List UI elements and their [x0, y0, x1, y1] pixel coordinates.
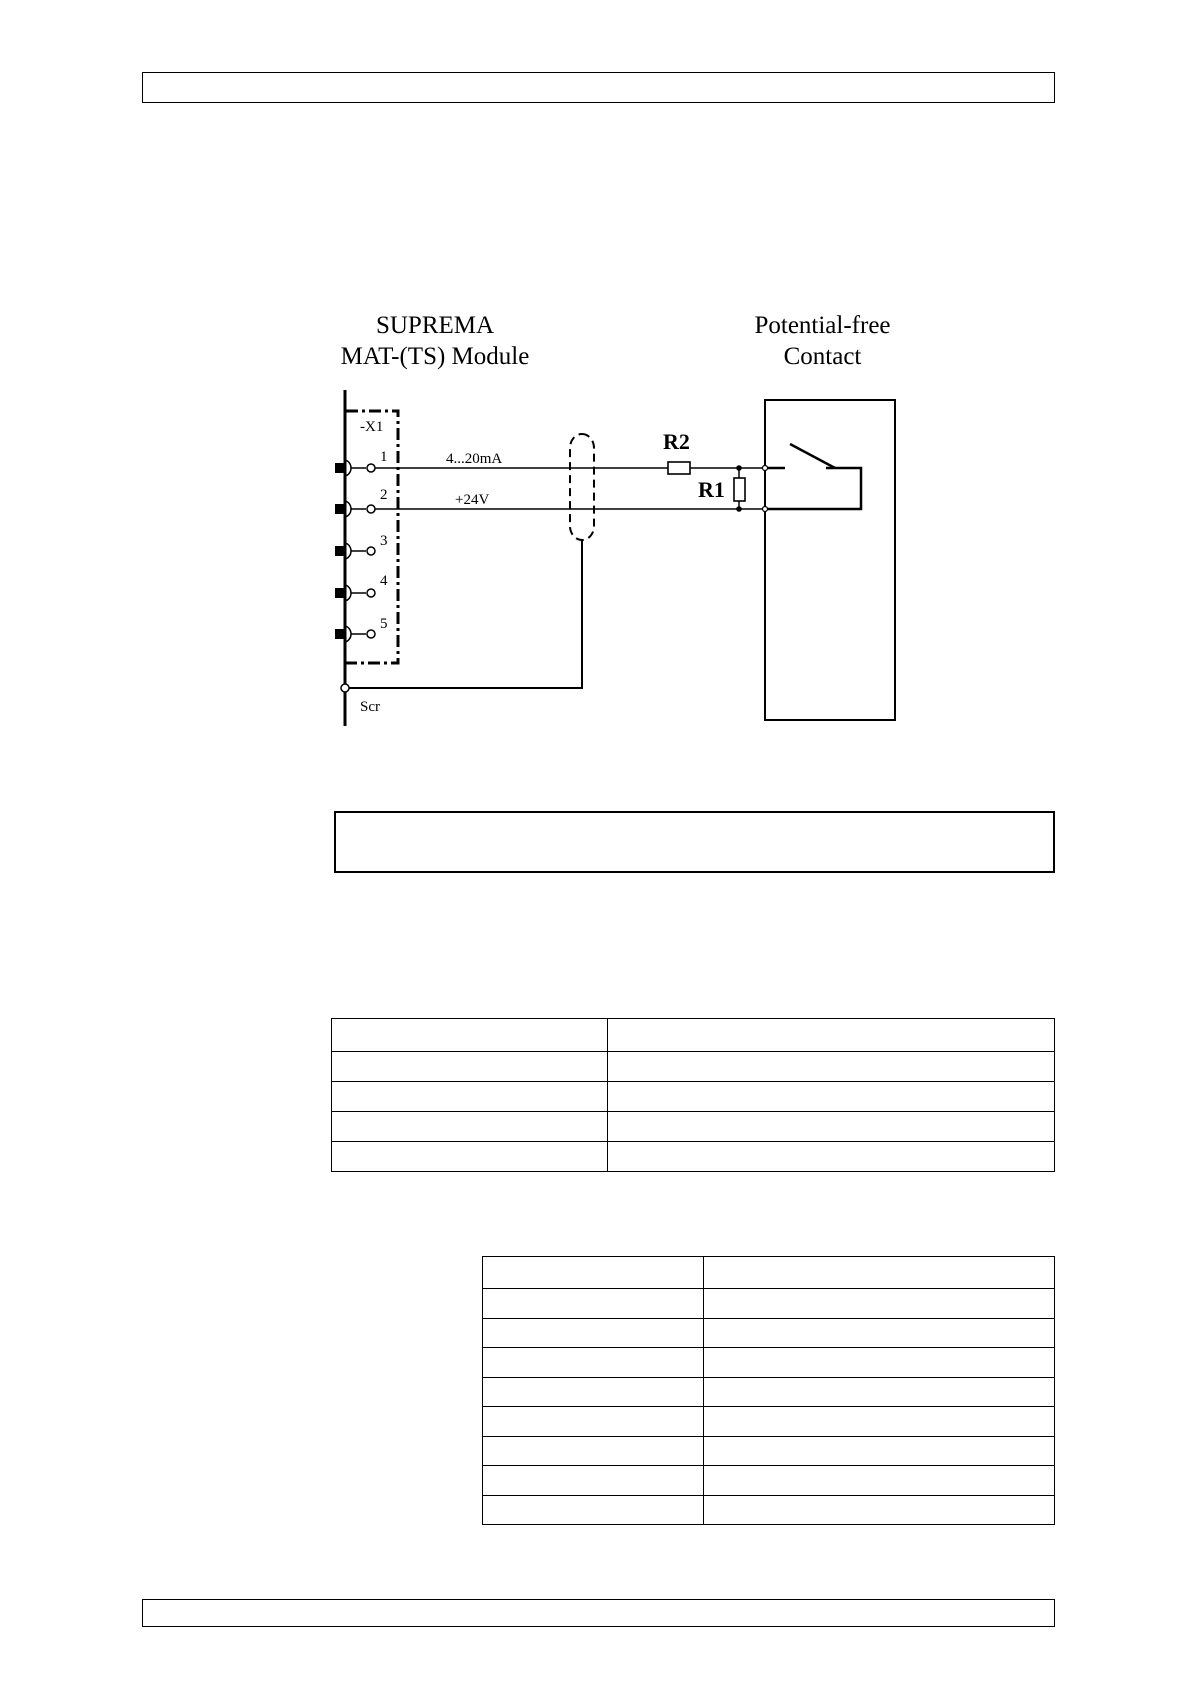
r1-node-top: [736, 465, 742, 471]
table-cell: [332, 1142, 608, 1172]
table-row: [483, 1318, 1055, 1348]
wiring-diagram: [0, 0, 1190, 760]
table-cell: [332, 1112, 608, 1142]
terminal-block-frame: [346, 411, 398, 663]
table-row: [483, 1407, 1055, 1437]
table-row: [332, 1082, 1055, 1112]
table-cell: [608, 1019, 1055, 1052]
contact-return-path: [767, 468, 861, 509]
table-cell: [332, 1052, 608, 1082]
contact-title-line-1: Potential-free: [754, 312, 891, 339]
table-row: [332, 1019, 1055, 1052]
signal-line-2-label: +24V: [455, 492, 490, 508]
table-row: [483, 1289, 1055, 1319]
table-cell: [332, 1019, 608, 1052]
contact-box: [765, 400, 895, 720]
table-row: [483, 1436, 1055, 1466]
table-cell: [704, 1257, 1055, 1289]
table-cell: [483, 1348, 704, 1378]
terminal-4-label: 4: [380, 573, 388, 589]
table-cell: [704, 1318, 1055, 1348]
table-cell: [483, 1377, 704, 1407]
table-row: [332, 1052, 1055, 1082]
table-cell: [483, 1289, 704, 1319]
table-cell: [704, 1348, 1055, 1378]
r1-node-bottom: [736, 506, 742, 512]
module-title-line-2: MAT-(TS) Module: [340, 343, 530, 370]
table-cell: [608, 1112, 1055, 1142]
table-row: [483, 1377, 1055, 1407]
contact-terminal-2: [763, 507, 768, 512]
table-cell: [704, 1466, 1055, 1496]
resistor-r1-label: R1: [698, 477, 725, 502]
table-cell: [483, 1436, 704, 1466]
table-cell: [704, 1377, 1055, 1407]
terminal-3: [335, 533, 388, 559]
terminal-1: [335, 449, 388, 476]
contact-switch-blade: [790, 444, 835, 468]
note-box: [334, 811, 1055, 873]
table-row: [483, 1495, 1055, 1525]
terminal-1-label: 1: [380, 449, 388, 465]
table-cell: [483, 1407, 704, 1437]
table-cell: [704, 1289, 1055, 1319]
screen-label: Scr: [360, 699, 380, 715]
contact-terminal-1: [763, 466, 768, 471]
terminal-5: [335, 616, 388, 642]
table-cell: [483, 1318, 704, 1348]
table-row: [483, 1257, 1055, 1289]
cable-screen: [570, 434, 594, 540]
terminal-2-label: 2: [380, 487, 388, 503]
table-cell: [332, 1082, 608, 1112]
resistor-r2-label: R2: [663, 429, 690, 454]
table-row: [332, 1112, 1055, 1142]
table-row: [483, 1466, 1055, 1496]
table-cell: [483, 1257, 704, 1289]
contact-title-line-2: Contact: [783, 343, 862, 370]
table-cell: [608, 1082, 1055, 1112]
table-cell: [483, 1495, 704, 1525]
terminal-4: [335, 573, 388, 601]
terminal-block-label: -X1: [360, 419, 384, 435]
terminal-5-label: 5: [380, 616, 388, 632]
table-cell: [608, 1052, 1055, 1082]
table-cell: [704, 1436, 1055, 1466]
table-row: [483, 1348, 1055, 1378]
screen-terminal: [341, 684, 349, 692]
signal-line-1-label: 4...20mA: [446, 451, 503, 467]
screen-drain-wire: [345, 540, 582, 688]
table-2: [482, 1256, 1055, 1525]
resistor-r1: [734, 478, 745, 501]
table-1: [331, 1018, 1055, 1172]
module-title-line-1: SUPREMA: [375, 312, 495, 339]
table-cell: [483, 1466, 704, 1496]
table-row: [332, 1142, 1055, 1172]
resistor-r2: [668, 462, 690, 474]
terminal-2: [335, 487, 388, 517]
table-cell: [704, 1407, 1055, 1437]
table-cell: [608, 1142, 1055, 1172]
page-footer-box: [142, 1599, 1055, 1627]
terminal-3-label: 3: [380, 533, 388, 549]
table-cell: [704, 1495, 1055, 1525]
